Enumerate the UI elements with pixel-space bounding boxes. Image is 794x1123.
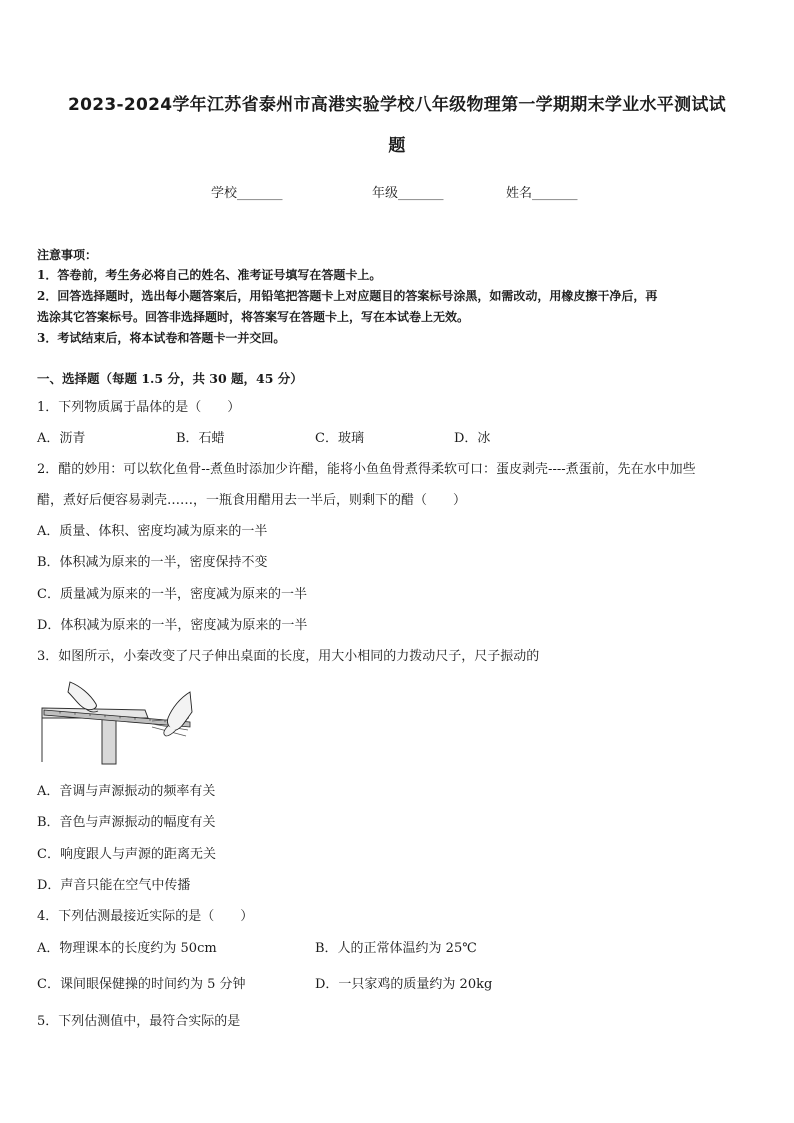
notice-item-3: 3．考试结束后，将本试卷和答题卡一并交回。 — [37, 331, 286, 345]
q3-stem: 3．如图所示，小秦改变了尺子伸出桌面的长度，用大小相同的力拨动尺子，尺子振动的 — [37, 649, 540, 664]
notice-item-1: 1．答卷前，考生务必将自己的姓名、准考证号填写在答题卡上。 — [37, 268, 382, 282]
q2-option-d: D．体积减为原来的一半，密度减为原来的一半 — [37, 618, 308, 633]
q3-option-d: D．声音只能在空气中传播 — [37, 878, 191, 893]
q2-stem-line2: 醋，煮好后便容易剥壳……，一瓶食用醋用去一半后，则剩下的醋（ ） — [37, 493, 467, 508]
q4-option-d: D．一只家鸡的质量约为 20kg — [315, 977, 493, 992]
name-field: 姓名_______ — [506, 186, 578, 201]
q1-option-a: A．沥青 — [37, 431, 86, 446]
q2-option-b: B．体积减为原来的一半，密度保持不变 — [37, 555, 268, 570]
q3-option-b: B．音色与声源振动的幅度有关 — [37, 815, 216, 830]
q4-option-c: C．课间眼保健操的时间约为 5 分钟 — [37, 977, 246, 992]
ruler-on-table-figure — [40, 678, 195, 766]
section-heading-choice: 一、选择题（每题 1.5 分，共 30 题，45 分） — [37, 371, 303, 386]
q1-option-d: D．冰 — [454, 431, 491, 446]
paper-title-line2: 题 — [388, 136, 406, 156]
paper-title-line1: 2023-2024学年江苏省泰州市高港实验学校八年级物理第一学期期末学业水平测试试 — [68, 95, 726, 115]
q4-option-b: B．人的正常体温约为 25℃ — [315, 941, 477, 956]
q3-option-a: A．音调与声源振动的频率有关 — [37, 784, 216, 799]
q4-option-a: A．物理课本的长度约为 50cm — [37, 941, 217, 956]
notice-item-2-cont: 选涂其它答案标号。回答非选择题时，将答案写在答题卡上，写在本试卷上无效。 — [37, 310, 470, 324]
q1-option-c: C．玻璃 — [315, 431, 364, 446]
notice-heading: 注意事项： — [37, 248, 98, 262]
school-field: 学校_______ — [211, 186, 283, 201]
q5-stem: 5．下列估测值中，最符合实际的是 — [37, 1014, 241, 1029]
q2-stem-line1: 2．醋的妙用：可以软化鱼骨--煮鱼时添加少许醋，能将小鱼鱼骨煮得柔软可口：蛋皮剥壳----煮蛋前，先在水中加些 — [37, 462, 696, 477]
notice-item-2: 2．回答选择题时，选出每小题答案后，用铅笔把答题卡上对应题目的答案标号涂黑，如需改动，用橡皮擦干净后，再 — [37, 289, 658, 303]
q2-option-a: A．质量、体积、密度均减为原来的一半 — [37, 524, 268, 539]
q4-stem: 4．下列估测最接近实际的是（ ） — [37, 909, 254, 924]
grade-field: 年级_______ — [372, 186, 444, 201]
q3-option-c: C．响度跟人与声源的距离无关 — [37, 847, 216, 862]
q1-option-b: B．石蜡 — [176, 431, 225, 446]
q1-stem: 1．下列物质属于晶体的是（ ） — [37, 400, 241, 415]
q2-option-c: C．质量减为原来的一半，密度减为原来的一半 — [37, 587, 307, 602]
